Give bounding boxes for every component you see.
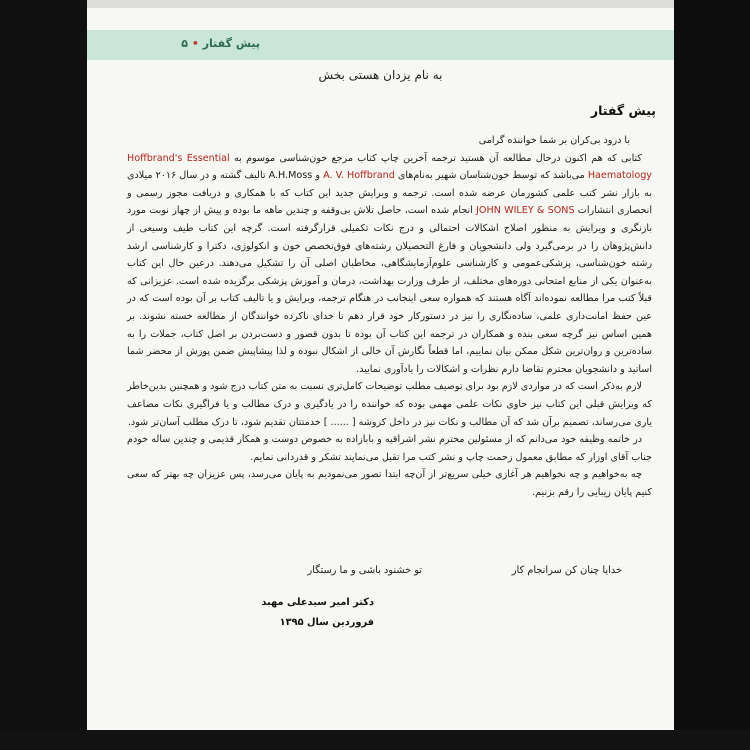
paragraph-1-part-c: و [312,170,324,182]
paragraph-4: چه به‌خواهیم و چه نخواهیم هر آغازی خیلی سریع‌تر از آن‌چه ابتدا تصور می‌نمودیم به پایان می‌رسد، پس عزیزان چه بهتر که سعی کنیم پایان زیبایی را رقم بزنیم. [127,469,652,498]
poem-line-left: تو خشنود باشی و ما رستگار [307,565,422,576]
signature-block [214,593,374,633]
scan-top-edge [87,0,674,8]
scan-right-edge [674,0,750,750]
signature-date: فروردین سال ۱۳۹۵ [279,617,374,628]
page-title: پیش گفتار [590,103,656,118]
poem-line-right: خدایا چنان کن سرانجام کار [511,565,622,576]
publisher-name: JOHN WILEY & SONS [476,205,575,217]
paragraph-1-part-d: تالیف گشته و در سال ۲۰۱۶ میلادی به بازار نشر کتب علمی کشورمان عرضه شده است. ترجمه و ویرایش جدید این کتاب که با همکاری و دریافت مجوز رسمی و انحصاری انتشارات [127,170,652,217]
header-section-title: پیش گفتار [202,37,260,50]
author-2: A.H.Moss [268,170,313,182]
basmala: به نام یزدان هستی بخش [318,68,443,82]
greeting: با درود بی‌کران بر شما خواننده گرامی [478,135,630,146]
paragraph-1-part-a: کتابی که هم اکنون در‌حال مطالعه آن هستید ترجمه آخرین چاپ کتاب مرجع خون‌شناسی موسوم به [229,152,642,164]
paragraph-3: در خاتمه وظیفه خود می‌دانم که از مسئولین محترم نشر اشراقیه و بابازاده به خصوص دوست و همکار قدیمی و چندین ساله خودم جناب آقای اوزار که مطابق معمول زحمت چاپ و نشر کتب مرا تقبل می‌نمایند تشکر و قدردانی نمایم. [127,434,652,463]
signature-name: دکتر امیر سیدعلی مهبد [261,597,374,608]
scan-bottom-edge [0,730,750,750]
paragraph-1-part-e: انجام شده است، حاصل تلاش بی‌وقفه و چندین ماهه ما بوده و پیش از چهار نوبت مورد بازنگری و ویرایش به منظور اصلاح اشکالات احتمالی و درج نکات تکمیلی قرار‌گرفته است. گرچه این کتاب طیف وسیعی از دانش‌پژوهان را در برمی‌گیرد ولی دانشجویان و فارغ التحصیلان رشته‌های فوق‌تخصص خون و انکولوژی، دکترا و کارشناسی ارشد رشته خون‌شناسی، پزشکی‌عمومی و کارشناسی علوم‌آزمایشگاهی، مخاطبان اصلی آن را تشکیل می‌دهند. در‌عین حال این کتاب به‌عنوان یکی از منابع امتحانی دوره‌های مختلف، از طرف وزارت بهداشت، درمان و آموزش پزشکی برگزیده شده است. عزیزانی که قبلاً کتب مرا مطالعه نموده‌اند آگاه هستند که همواره سعی اینجانب در هنگام ترجمه، ویرایش و یا تالیف کتاب بر آن بوده است که در عین حفظ امانت‌داری علمی، ساده‌نگاری را نیز در دستورکار خود قرار دهم تا خدای ناکرده خوانندگان از مطالعه خسته نشوند. بر همین اساس نیز گرچه سعی بنده و همکاران در ترجمه این کتاب آن بوده تا بدون قصور و دست‌بردن بر اصل کتاب، جملات را به ساده‌ترین و روان‌ترین شکل ممکن بیان نماییم، اما قطعاً نگارش آن خالی از اشکال نبوده و لذا پیشاپیش ضمن پوزش از محضر شما اساتید و دانشجویان محترم تقاضا دارم نظرات و اشکالات را یادآوری نمایید. [127,205,652,375]
preface-body [127,132,652,501]
book-title: Hoffbrand's Essential Haematology [127,152,652,182]
paragraph-1-part-b: می‌باشد که توسط خون‌شناسان شهیر به‌نام‌های [394,170,588,182]
header-page-number: ۵ [181,37,188,50]
paragraph-1 [127,150,652,379]
book-page [87,8,674,730]
page-header [87,30,674,60]
header-bullet-icon: • [191,37,199,50]
author-1: A. V. Hoffbrand [323,170,395,182]
scan-left-edge [0,0,87,750]
paragraph-2: لازم به‌ذکر است که در مواردی لازم بود برای توصیف مطلب توضیحات کامل‌تری نسبت به متن کتاب درج شود و همچنین بدین‌خاطر که ویرایش قبلی این کتاب نیز حاوی نکات علمی مهمی بوده که خواننده را در یادگیری و درک مطالب و یا فراگیری نکات مضاعف یاری می‌رساند، تصمیم برآن شد که آن مطالب و نکات نیز در داخل کروشه [ ...... ] خدمتتان تقدیم شود، تا درک مطلب آسان‌تر شود. [127,381,652,428]
header-text [100,37,260,50]
